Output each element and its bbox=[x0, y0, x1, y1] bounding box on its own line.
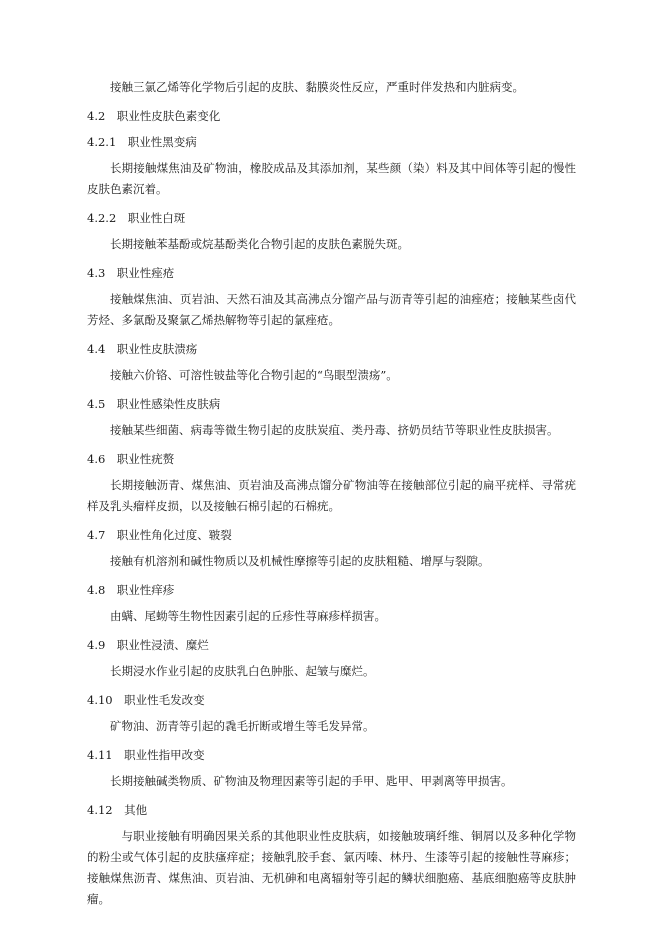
section-number: 4.2 bbox=[87, 109, 106, 123]
section-title: 职业性毛发改变 bbox=[124, 693, 205, 707]
section-title: 职业性指甲改变 bbox=[124, 748, 205, 762]
section-title: 职业性浸渍、糜烂 bbox=[116, 638, 209, 652]
section-heading bbox=[87, 106, 576, 127]
body-paragraph: 长期接触煤焦油及矿物油，橡胶成品及其添加剂，某些颜（染）料及其中间体等引起的慢性皮肤色素沉着。 bbox=[87, 161, 576, 196]
section-number: 4.5 bbox=[87, 397, 106, 411]
document-body bbox=[87, 77, 576, 918]
section-title: 职业性黑变病 bbox=[127, 135, 197, 149]
section-heading bbox=[87, 745, 576, 766]
body-paragraph: 矿物油、沥青等引起的毳毛折断或增生等毛发异常。 bbox=[110, 719, 375, 733]
section-number: 4.8 bbox=[87, 583, 106, 597]
section-title: 职业性皮肤色素变化 bbox=[116, 109, 221, 123]
section-heading bbox=[87, 339, 576, 360]
section-heading bbox=[87, 449, 576, 470]
section-title: 职业性疣赘 bbox=[116, 452, 175, 466]
body-paragraph: 长期接触苯基酚或烷基酚类化合物引起的皮肤色素脱失斑。 bbox=[110, 237, 409, 251]
section-number: 4.9 bbox=[87, 638, 106, 652]
body-paragraph: 接触某些细菌、病毒等微生物引起的皮肤炭疽、类丹毒、挤奶员结节等职业性皮肤损害。 bbox=[110, 423, 559, 437]
body-paragraph: 由螨、尾蚴等生物性因素引起的丘疹性荨麻疹样损害。 bbox=[110, 609, 386, 623]
body-paragraph: 长期接触沥青、煤焦油、页岩油及高沸点馏分矿物油等在接触部位引起的扁平疣样、寻常疣样及乳头瘤样皮损，以及接触石棉引起的石棉疣。 bbox=[87, 478, 576, 513]
section-number: 4.2.2 bbox=[87, 211, 117, 225]
section-heading bbox=[87, 580, 576, 601]
section-heading bbox=[87, 635, 576, 656]
section-heading bbox=[87, 800, 576, 821]
section-title: 职业性感染性皮肤病 bbox=[116, 397, 221, 411]
section-number: 4.10 bbox=[87, 693, 113, 707]
section-title: 职业性角化过度、皲裂 bbox=[116, 528, 232, 542]
body-paragraph: 接触六价铬、可溶性铍盐等化合物引起的“鸟眼型溃疡”。 bbox=[110, 368, 398, 382]
section-number: 4.4 bbox=[87, 342, 106, 356]
section-title: 职业性痤疮 bbox=[116, 266, 175, 280]
section-title: 其他 bbox=[124, 803, 148, 817]
section-number: 4.7 bbox=[87, 528, 106, 542]
body-paragraph: 长期浸水作业引起的皮肤乳白色肿胀、起皱与糜烂。 bbox=[110, 664, 375, 678]
section-title: 职业性皮肤溃疡 bbox=[116, 342, 198, 356]
body-paragraph: 接触三氯乙烯等化学物后引起的皮肤、黏膜炎性反应，严重时伴发热和内脏病变。 bbox=[110, 80, 524, 94]
section-title: 职业性白斑 bbox=[127, 211, 186, 225]
body-paragraph: 接触煤焦油、页岩油、天然石油及其高沸点分馏产品与沥青等引起的油痤疮；接触某些卤代芳烃、多氯酚及聚氯乙烯热解物等引起的氯痤疮。 bbox=[87, 292, 576, 327]
body-paragraph: 长期接触碱类物质、矿物油及物理因素等引起的手甲、匙甲、甲剥离等甲损害。 bbox=[110, 774, 513, 788]
section-heading bbox=[87, 690, 576, 711]
section-number: 4.6 bbox=[87, 452, 106, 466]
body-paragraph: 接触有机溶剂和碱性物质以及机械性摩擦等引起的皮肤粗糙、增厚与裂隙。 bbox=[110, 554, 490, 568]
section-number: 4.12 bbox=[87, 803, 113, 817]
section-heading bbox=[87, 208, 576, 229]
section-heading bbox=[87, 394, 576, 415]
body-paragraph: 与职业接触有明确因果关系的其他职业性皮肤病，如接触玻璃纤维、铜屑以及多种化学物的粉尘或气体引起的皮肤瘙痒症；接触乳胶手套、氯丙嗪、林丹、生漆等引起的接触性荨麻疹；接触煤焦沥青、煤焦油、页岩油、无机砷和电离辐射等引起的鳞状细胞癌、基底细胞癌等皮肤肿瘤。 bbox=[87, 829, 576, 906]
section-heading bbox=[87, 525, 576, 546]
section-number: 4.2.1 bbox=[87, 135, 117, 149]
section-number: 4.11 bbox=[87, 748, 113, 762]
section-heading bbox=[87, 132, 576, 153]
section-number: 4.3 bbox=[87, 266, 106, 280]
section-heading bbox=[87, 263, 576, 284]
section-title: 职业性痒疹 bbox=[116, 583, 175, 597]
